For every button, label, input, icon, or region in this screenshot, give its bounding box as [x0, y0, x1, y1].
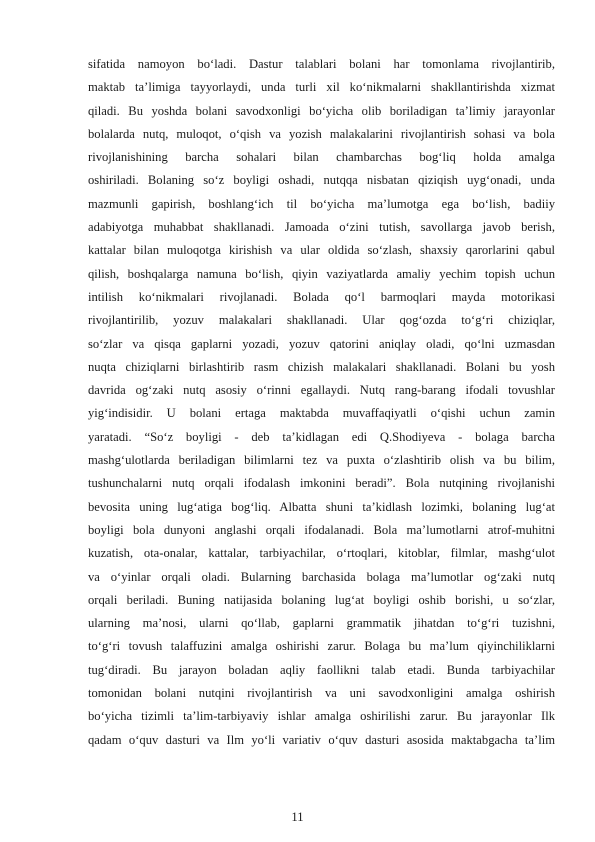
text-line: davrida og‘zaki nutq asosiy o‘rinni egallaydi. Nutq rang-barang ifodali tovushlar: [88, 383, 555, 398]
text-line: mazmunli gapirish, boshlang‘ich til bo‘yicha ma’lumotga ega bo‘lish, badiiy: [88, 196, 555, 211]
document-body: [88, 53, 555, 752]
text-line: ularning ma’nosi, ularni qo‘llab, gaplarni grammatik jihatdan to‘g‘ri tuzishni,: [88, 616, 555, 631]
text-line: kuzatish, ota-onalar, kattalar, tarbiyachilar, o‘rtoqlari, kitoblar, filmlar, mashg‘ulot: [88, 546, 555, 561]
text-line: qiladi. Bu yoshda bolani savodxonligi bo‘yicha olib boriladigan ta’limiy jarayonlar: [88, 103, 555, 118]
text-line: qadam o‘quv dasturi va Ilm yo‘li variativ o‘quv dasturi asosida maktabgacha ta’lim: [88, 732, 555, 747]
text-line: rivojlantirilib, yozuv malakalari shakllanadi. Ular qog‘ozda to‘g‘ri chiziqlar,: [88, 313, 555, 328]
text-line: kattalar bilan muloqotga kirishish va ular oldida so‘zlash, shaxsiy qarorlarini qabul: [88, 243, 555, 258]
text-line: va o‘yinlar orqali oladi. Bularning barchasida bolaga ma’lumotlar og‘zaki nutq: [88, 569, 555, 584]
text-line: adabiyotga muhabbat shakllanadi. Jamoada o‘zini tutish, savollarga javob berish,: [88, 220, 555, 235]
text-line: orqali beriladi. Buning natijasida bolaning lug‘at boyligi oshib borishi, u so‘zlar,: [88, 592, 555, 607]
text-line: mashg‘ulotlarda beriladigan bilimlarni tez va puxta o‘zlashtirib olish va bu bilim,: [88, 453, 555, 468]
text-line: rivojlanishining barcha sohalari bilan chambarchas bog‘liq holda amalga: [88, 150, 555, 165]
page-number: 11: [291, 810, 304, 824]
text-line: yaratadi. “So‘z boyligi - deb ta’kidlagan edi Q.Shodiyeva - bolaga barcha: [88, 429, 555, 444]
text-line: bo‘yicha tizimli ta’lim-tarbiyaviy ishlar amalga oshirilishi zarur. Bu jarayonlar Ilk: [88, 709, 555, 724]
text-line: bevosita uning lug‘atiga bog‘liq. Albatta shuni ta’kidlash lozimki, bolaning lug‘at: [88, 499, 555, 514]
text-line: qilish, boshqalarga namuna bo‘lish, qiyin vaziyatlarda amaliy yechim topish uchun: [88, 266, 555, 281]
text-line: intilish ko‘nikmalari rivojlanadi. Bolada qo‘l barmoqlari mayda motorikasi: [88, 289, 555, 304]
text-line: tomonidan bolani nutqini rivojlantirish va uni savodxonligini amalga oshirish: [88, 686, 555, 701]
text-line: so‘zlar va qisqa gaplarni yozadi, yozuv qatorini aniqlay oladi, qo‘lni uzmasdan: [88, 336, 555, 351]
text-line: sifatida namoyon bo‘ladi. Dastur talablari bolani har tomonlama rivojlantirib,: [88, 57, 555, 71]
text-line: nuqta chiziqlarni birlashtirib rasm chizish malakalari shakllanadi. Bolani bu yosh: [88, 359, 555, 374]
text-line: yig‘indisidir. U bolani ertaga maktabda muvaffaqiyatli o‘qishi uchun zamin: [88, 406, 555, 421]
text-line: tug‘diradi. Bu jarayon boladan aqliy faollikni talab etadi. Bunda tarbiyachilar: [88, 662, 555, 677]
text-line: tushunchalarni nutq orqali ifodalash imkonini beradi”. Bola nutqining rivojlanishi: [88, 476, 555, 491]
text-line: boyligi bola dunyoni anglashi orqali ifodalanadi. Bola ma’lumotlarni atrof-muhitni: [88, 522, 555, 537]
text-line: oshiriladi. Bolaning so‘z boyligi oshadi, nutqqa nisbatan qiziqish uyg‘onadi, unda: [88, 173, 555, 188]
text-line: maktab ta’limiga tayyorlaydi, unda turli xil ko‘nikmalarni shakllantirishda xizmat: [88, 80, 555, 95]
text-line: to‘g‘ri tovush talaffuzini amalga oshirishi zarur. Bolaga bu ma’lum qiyinchiliklarni: [88, 639, 555, 654]
text-line: bolalarda nutq, muloqot, o‘qish va yozish malakalarini rivojlantirish sohasi va bola: [88, 126, 555, 141]
